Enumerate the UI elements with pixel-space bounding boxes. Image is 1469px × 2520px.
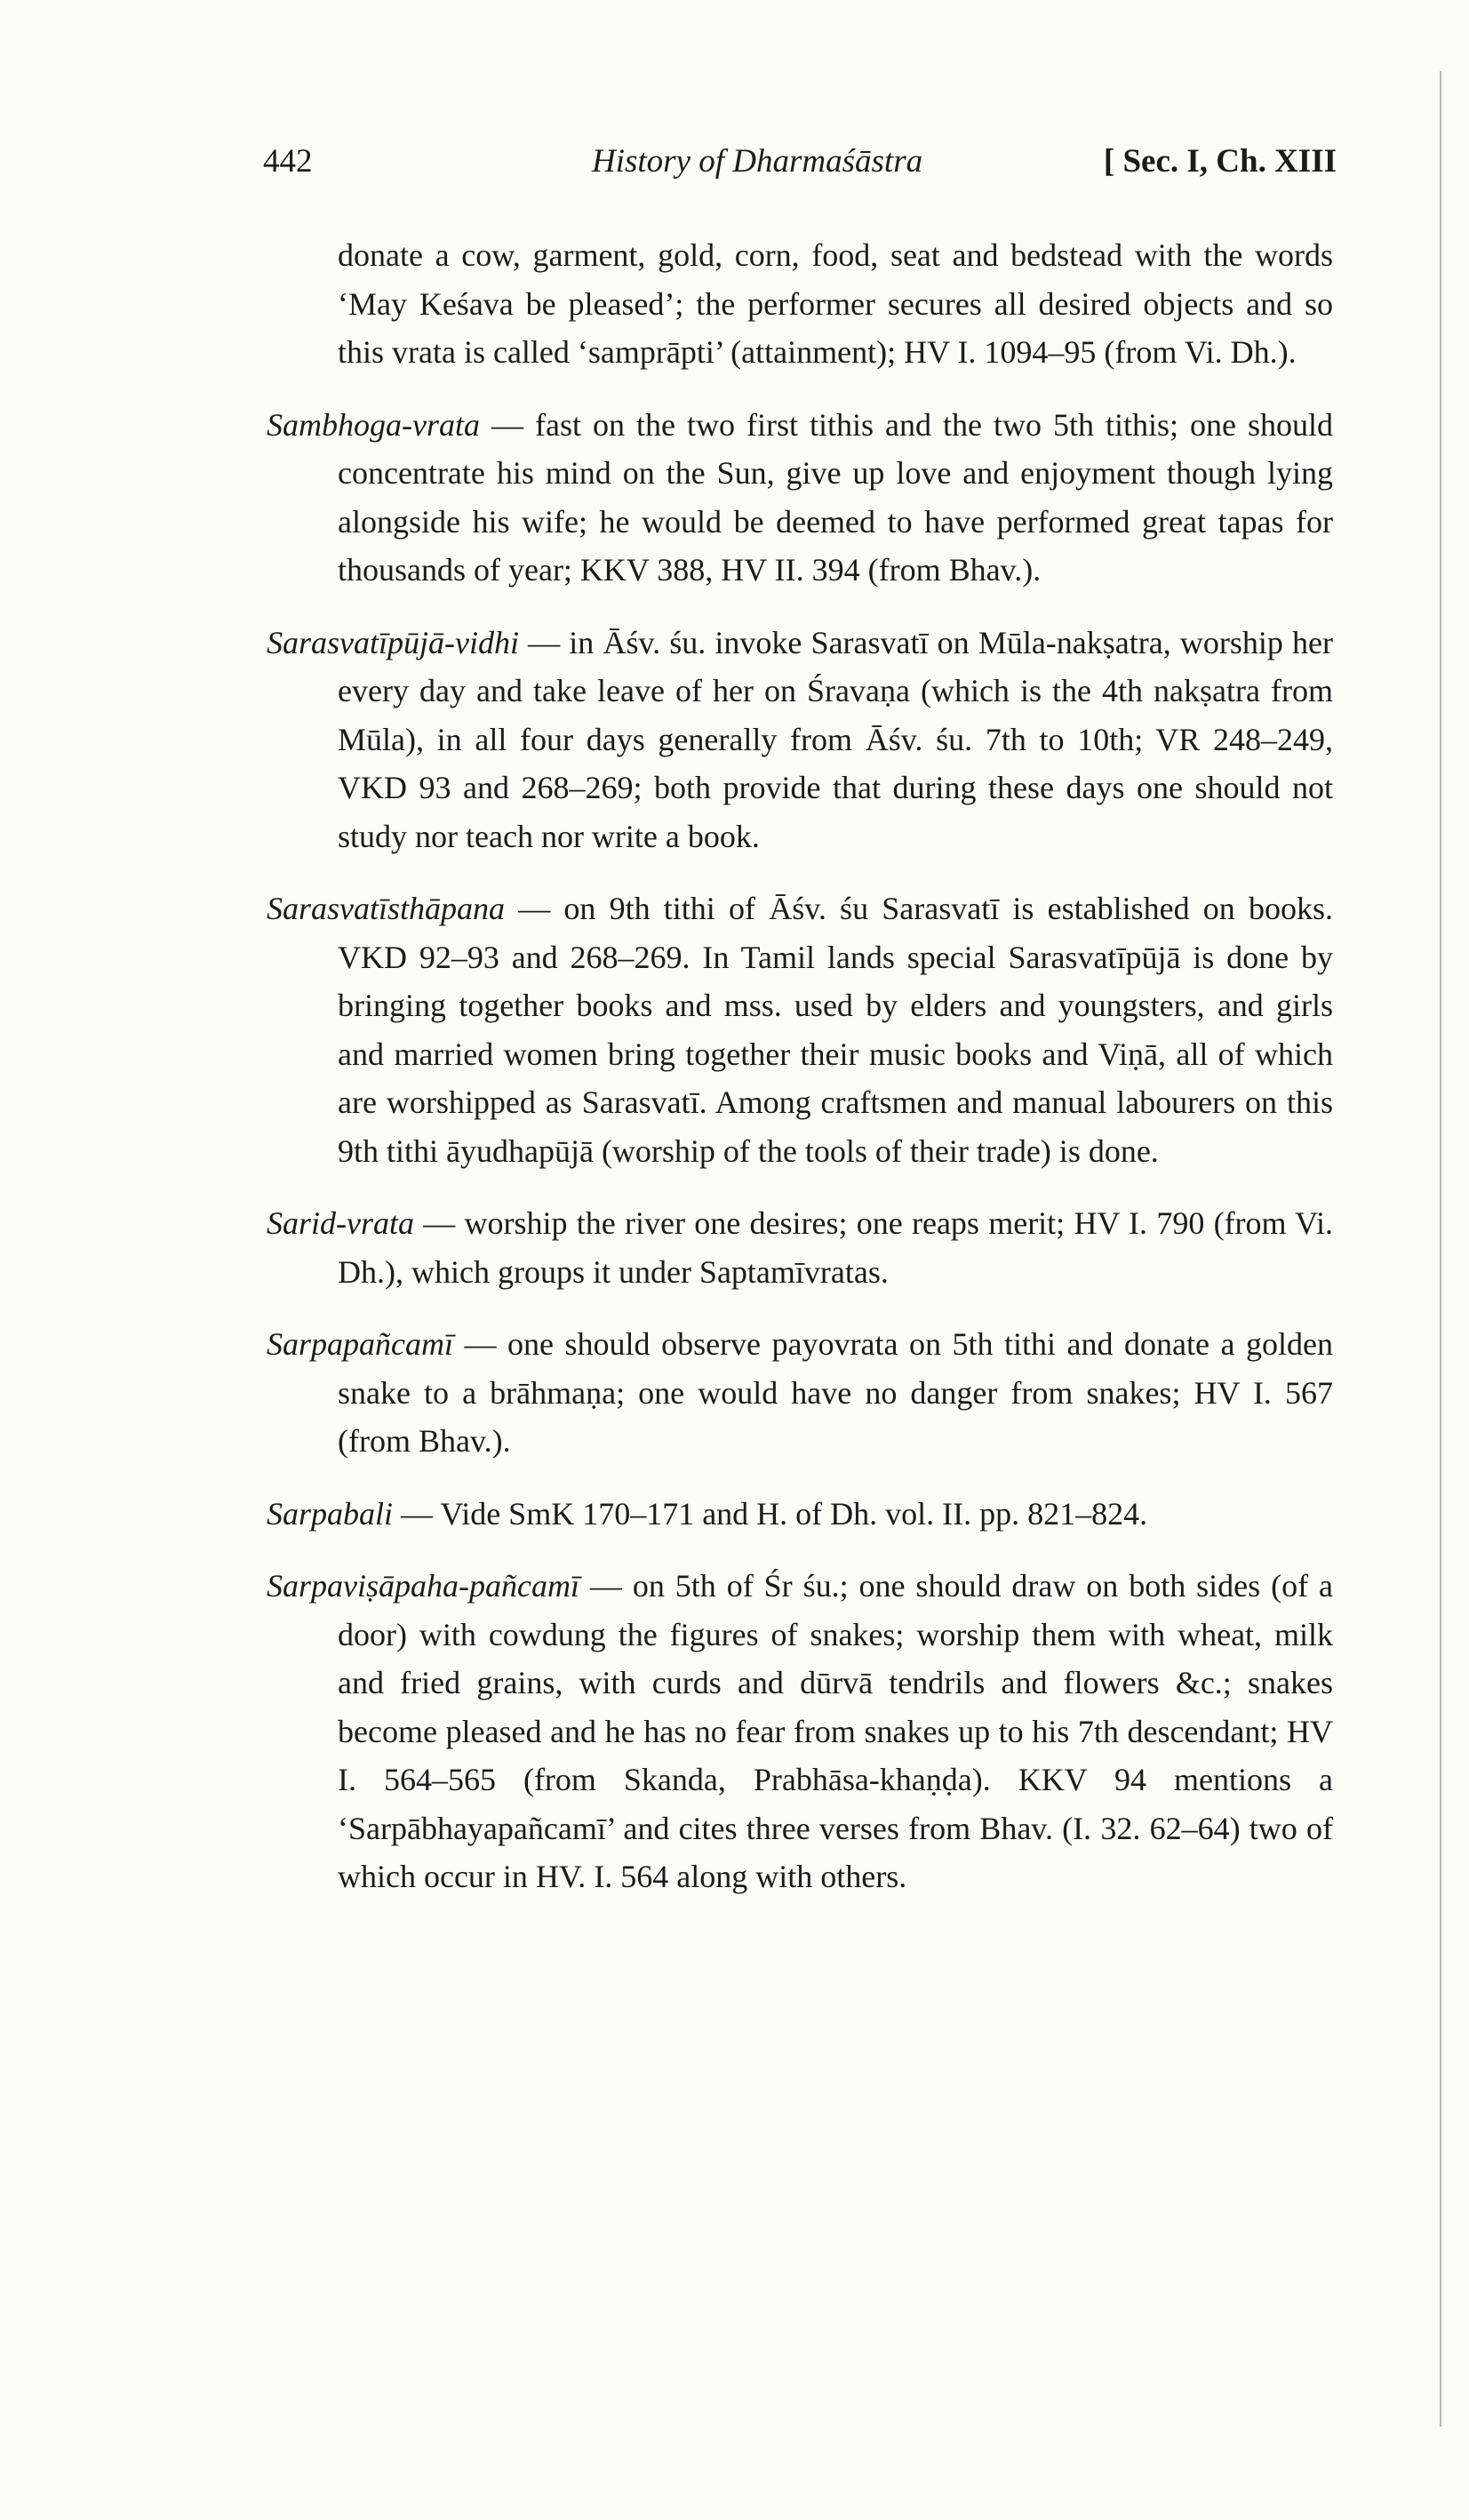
glossary-entry bbox=[267, 1199, 1333, 1296]
glossary-entry bbox=[267, 884, 1333, 1175]
entry-text: — fast on the two first tithis and the two 5th tithis; one should concentrate his mind on the Sun, give up love and enjoyment though lying alongside his wife; he would be deemed to have performed great tapas for thousands of year; KKV 388, HV II. 394 (from Bhav.). bbox=[338, 406, 1333, 588]
entry-text: — on 9th tithi of Āśv. śu Sarasvatī is established on books. VKD 92–93 and 268–269. In Tamil lands special Sarasvatīpūjā is done by bringing together books and mss. used by elders and youngsters, and girls and married women bring together their music books and Viṇā, all of which are worshipped as Sarasvatī. Among craftsmen and manual labourers on this 9th tithi āyudhapūjā (worship of the tools of their trade) is done. bbox=[338, 891, 1333, 1169]
entry-headword: Sarid-vrata bbox=[267, 1205, 414, 1241]
glossary-entry bbox=[267, 1320, 1333, 1466]
section-label: [ Sec. I, Ch. XIII bbox=[1103, 143, 1337, 180]
glossary-body bbox=[267, 231, 1333, 1925]
glossary-entry bbox=[267, 1490, 1333, 1539]
entry-text: — Vide SmK 170–171 and H. of Dh. vol. II. pp. 821–824. bbox=[393, 1495, 1148, 1532]
glossary-entry bbox=[267, 231, 1333, 377]
glossary-entry bbox=[267, 1562, 1333, 1901]
glossary-entry bbox=[267, 619, 1333, 861]
glossary-entry bbox=[267, 401, 1333, 595]
scan-edge-rule bbox=[1440, 71, 1441, 2427]
entry-text: — in Āśv. śu. invoke Sarasvatī on Mūla-nakṣatra, worship her every day and take leave of her on Śravaṇa (which is the 4th nakṣatra from Mūla), in all four days generally from Āśv. śu. 7th to 10th; VR 248–249, VKD 93 and 268–269; both provide that during these days one should not study nor teach nor write a book. bbox=[338, 624, 1333, 854]
entry-headword: Sarpaviṣāpaha-pañcamī bbox=[267, 1568, 579, 1604]
entry-headword: Sarasvatīpūjā-vidhi bbox=[267, 624, 519, 660]
entry-headword: Sarpapañcamī bbox=[267, 1326, 453, 1362]
entry-text: — on 5th of Śr śu.; one should draw on both sides (of a door) with cowdung the figures of snakes; worship them with wheat, milk and fried grains, with curds and dūrvā tendrils and flowers &c.; snakes become pleased and he has no fear from snakes up to his 7th descendant; HV I. 564–565 (from Skanda, Prabhāsa-khaṇḍa). KKV 94 mentions a ‘Sarpābhayapañcamī’ and cites three verses from Bhav. (I. 32. 62–64) two of which occur in HV. I. 564 along with others. bbox=[338, 1568, 1333, 1894]
book-title: History of Dharmaśāstra bbox=[592, 143, 923, 180]
entry-text: — worship the river one desires; one reaps merit; HV I. 790 (from Vi. Dh.), which groups it under Saptamīvratas. bbox=[338, 1205, 1333, 1290]
running-header bbox=[263, 142, 1337, 196]
page-number: 442 bbox=[263, 143, 313, 180]
entry-text: donate a cow, garment, gold, corn, food, seat and bedstead with the words ‘May Keśava be pleased’; the performer secures all desired objects and so this vrata is called ‘samprāpti’ (attainment); HV I. 1094–95 (from Vi. Dh.). bbox=[338, 237, 1333, 370]
entry-text: — one should observe payovrata on 5th tithi and donate a golden snake to a brāhmaṇa; one would have no danger from snakes; HV I. 567 (from Bhav.). bbox=[338, 1326, 1333, 1459]
entry-headword: Sarasvatīsthāpana bbox=[267, 891, 506, 926]
entry-headword: Sarpabali bbox=[267, 1495, 394, 1532]
entry-headword: Sambhoga-vrata bbox=[267, 406, 480, 443]
